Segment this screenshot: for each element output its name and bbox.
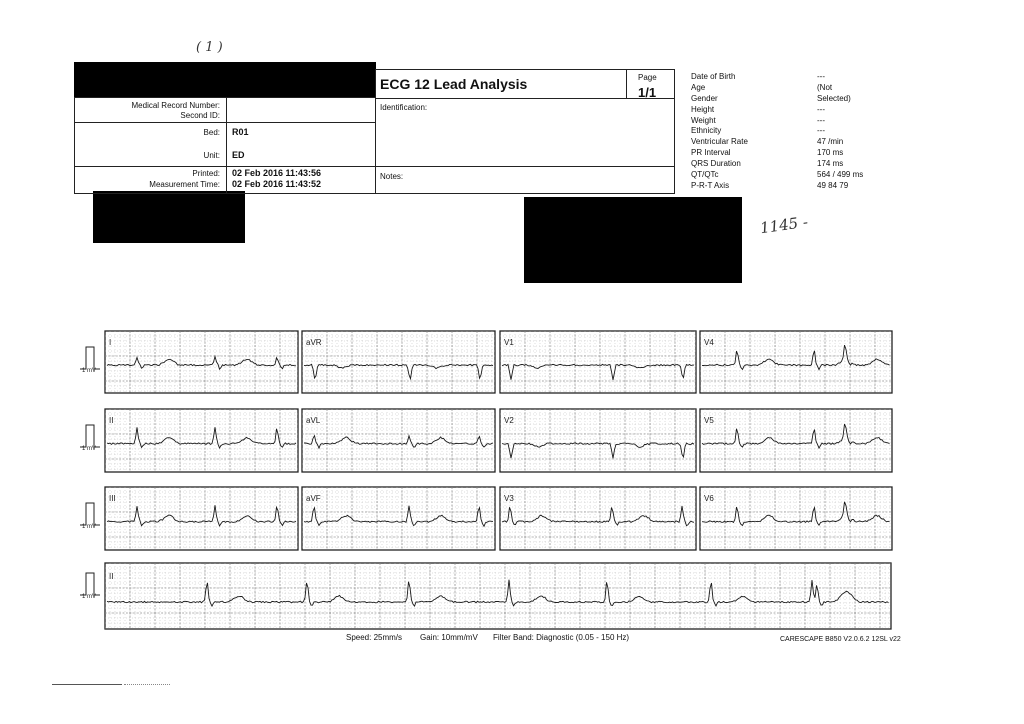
patient-info-value: Selected) xyxy=(817,93,851,103)
patient-info-value: --- xyxy=(817,115,825,125)
lead-label: V3 xyxy=(504,494,514,503)
patient-info-value: --- xyxy=(817,104,825,114)
lead-label: aVR xyxy=(306,338,322,347)
patient-info-label: Date of Birth xyxy=(691,72,736,81)
patient-info-label: QRS Duration xyxy=(691,159,741,169)
unit-value: ED xyxy=(232,150,245,160)
patient-info-label: Ethnicity xyxy=(691,126,722,136)
calibration-label: 1 mV xyxy=(82,368,97,374)
speed-label: Speed: 25mm/s xyxy=(346,633,403,642)
lead-label: V6 xyxy=(704,494,714,503)
page-label: Page xyxy=(638,73,657,82)
report-title: ECG 12 Lead Analysis xyxy=(380,76,528,92)
measurement-time-label: Measurement Time: xyxy=(149,180,220,189)
calibration-pulse xyxy=(80,347,100,369)
second-id-label: Second ID: xyxy=(180,111,220,120)
bed-value: R01 xyxy=(232,127,249,137)
patient-info-label: Age xyxy=(691,82,706,92)
gain-label: Gain: 10mm/mV xyxy=(420,633,478,642)
ecg-panel xyxy=(500,487,696,550)
measurement-time-value: 02 Feb 2016 11:43:52 xyxy=(232,179,322,189)
patient-info-label: Gender xyxy=(691,93,718,103)
patient-info-label: PR Interval xyxy=(691,148,731,158)
lead-label: III xyxy=(109,494,116,503)
ecg-panel xyxy=(105,487,298,550)
patient-info-label: Ventricular Rate xyxy=(691,137,748,147)
ecg-panel xyxy=(500,409,696,472)
patient-info-label: P-R-T Axis xyxy=(691,180,730,190)
lead-label: V4 xyxy=(704,338,714,347)
lead-label: II xyxy=(109,416,114,425)
calibration-pulse xyxy=(80,503,100,525)
calibration-label: 1 mV xyxy=(82,524,97,530)
patient-info-value: --- xyxy=(817,72,825,81)
ecg-panel xyxy=(700,331,892,393)
calibration-label: 1 mV xyxy=(82,594,97,600)
ecg-panel xyxy=(500,331,696,393)
identification-label: Identification: xyxy=(380,103,428,112)
patient-info-value: 174 ms xyxy=(817,159,844,169)
calibration-pulse xyxy=(80,573,100,595)
patient-info-label: Weight xyxy=(691,115,716,125)
patient-info-value: (Not xyxy=(817,82,833,92)
notes-label: Notes: xyxy=(380,172,404,181)
ecg-panel xyxy=(302,331,495,393)
bottom-rule-dotted xyxy=(124,684,170,685)
handwritten-note: 1145 - xyxy=(758,212,810,238)
bottom-rule xyxy=(52,684,122,685)
handwritten-page-mark: ( 1 ) xyxy=(196,40,223,55)
patient-info-value: --- xyxy=(817,126,825,136)
ecg-panel xyxy=(302,409,495,472)
patient-info-value: 170 ms xyxy=(817,148,844,158)
lead-label: V1 xyxy=(504,338,514,347)
patient-info-value: 564 / 499 ms xyxy=(817,170,864,180)
lead-label: II xyxy=(109,572,114,581)
patient-info-value: 47 /min xyxy=(817,137,844,147)
page-number: 1/1 xyxy=(638,85,657,100)
patient-info-value: 49 84 79 xyxy=(817,180,849,190)
patient-info-label: Height xyxy=(691,104,715,114)
filter-label: Filter Band: Diagnostic (0.05 - 150 Hz) xyxy=(493,633,630,642)
lead-label: aVL xyxy=(306,416,321,425)
unit-label: Unit: xyxy=(203,151,220,160)
device-label: CARESCAPE B850 V2.0.6.2 12SL v22 xyxy=(780,636,901,643)
calibration-label: 1 mV xyxy=(82,446,97,452)
ecg-panel xyxy=(302,487,495,550)
lead-label: V5 xyxy=(704,416,714,425)
lead-label: V2 xyxy=(504,416,514,425)
ecg-panel xyxy=(700,409,892,472)
medical-record-label: Medical Record Number: xyxy=(131,101,220,110)
calibration-pulse xyxy=(80,425,100,447)
ecg-panel xyxy=(105,331,298,393)
patient-info-label: QT/QTc xyxy=(691,170,719,180)
ecg-panel xyxy=(700,487,892,550)
lead-label: I xyxy=(109,338,112,347)
printed-value: 02 Feb 2016 11:43:56 xyxy=(232,168,322,178)
lead-label: aVF xyxy=(306,494,321,503)
ecg-panel xyxy=(105,409,298,472)
printed-label: Printed: xyxy=(192,169,220,178)
bed-label: Bed: xyxy=(203,128,220,137)
